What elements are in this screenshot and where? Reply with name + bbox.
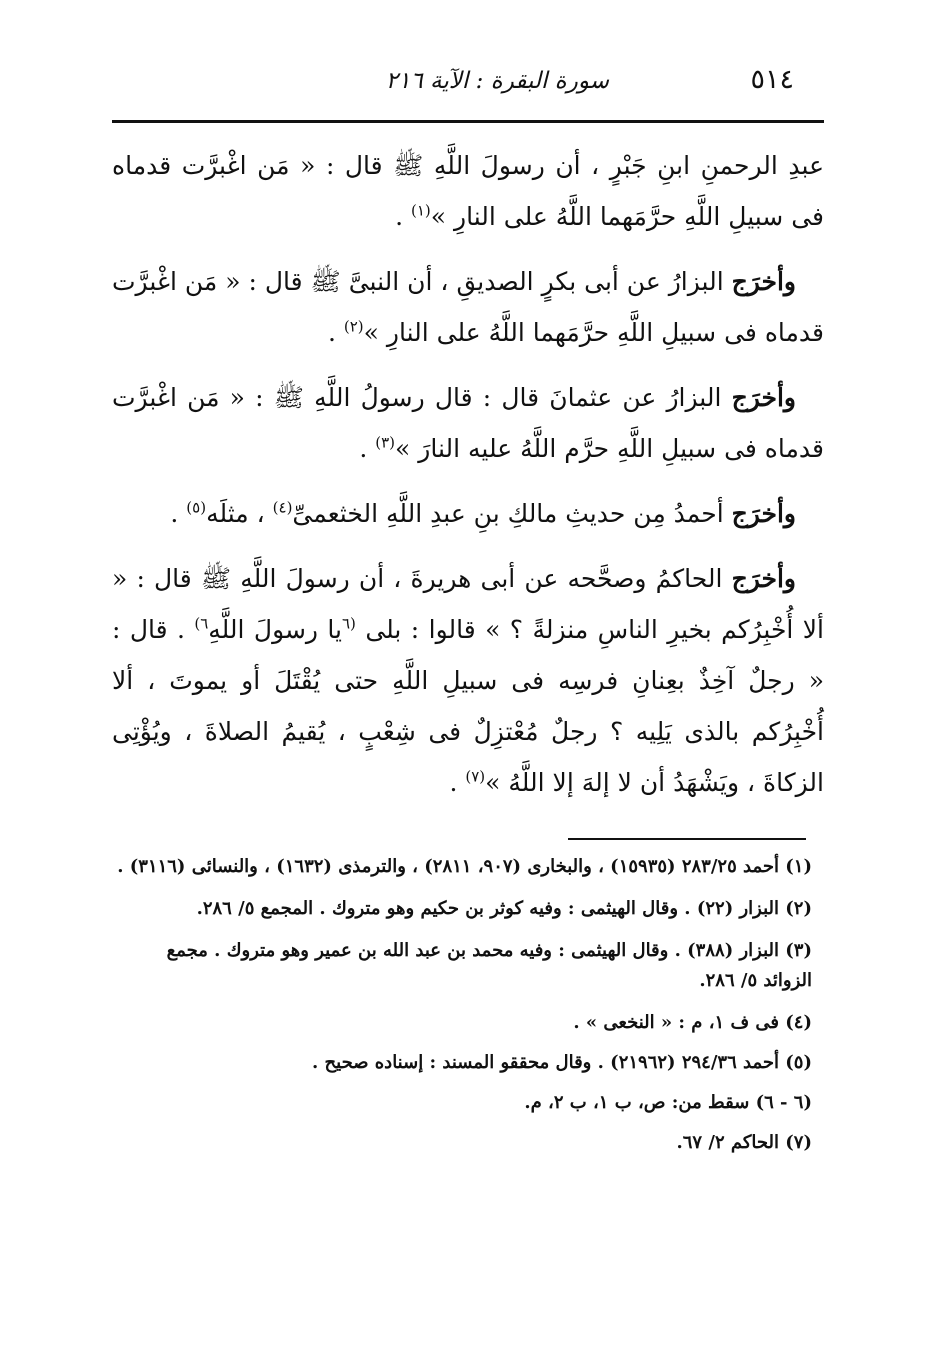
footnote-ref-6-close: ٦)	[194, 614, 209, 633]
paragraph-4	[112, 488, 824, 539]
page-number: ٥١٤	[750, 64, 794, 95]
paragraph-text: يا رسولَ اللَّهِ	[208, 615, 342, 644]
footnote-ref-2: (٢)	[343, 317, 364, 336]
paragraph-end: .	[170, 499, 187, 528]
paragraph-text: أحمدُ مِن حديثِ مالكِ بنِ عبدِ اللَّهِ الخثعمىِّ	[292, 499, 732, 528]
paragraph-2	[112, 256, 824, 358]
running-title: سورة البقرة : الآية ٢١٦	[385, 68, 609, 94]
paragraph-mid: ، مثلَه	[206, 499, 273, 528]
footnote-ref-4: (٤)	[272, 498, 293, 517]
paragraph-text: الحاكمُ وصحَّحه عن أبى هريرةَ ، أن رسولَ اللَّهِ ﷺ قال : « ألا أُخْبِرُكم بخيرِ الناسِ منزلةً ؟ » قالوا : بلى	[112, 564, 824, 644]
footnote-ref-1: (١)	[410, 201, 431, 220]
header-rule	[112, 120, 824, 123]
paragraph-3	[112, 372, 824, 474]
paragraph-1	[112, 140, 824, 242]
footnote-1: (١) أحمد ٢٨٣/٢٥ (١٥٩٣٥) ، والبخارى (٩٠٧، ٢٨١١) ، والترمذى (١٦٣٢) ، والنسائى (٣١١٦) .	[117, 856, 812, 877]
footnote-5: (٥) أحمد ٢٩٤/٣٦ (٢١٩٦٢) . وقال محققو المسند : إسناده صحيح .	[312, 1052, 812, 1073]
footnote-6: (٦ - ٦) سقط من: ص، ب ١، ب ٢، م.	[524, 1092, 812, 1113]
footnote-ref-6-open: (٦	[341, 614, 356, 633]
paragraph-end: .	[449, 768, 466, 797]
paragraph-text: البزارُ عن عثمانَ قال : قال رسولُ اللَّهِ ﷺ : « مَن اغْبرَّت قدماه فى سبيلِ اللَّهِ حرَّم اللَّهُ عليه النارَ »	[112, 383, 824, 463]
footnote-ref-3: (٣)	[375, 433, 396, 452]
footnote-7: (٧) الحاكم ٢/ ٦٧.	[676, 1132, 812, 1153]
lead-word: وأخرَج	[731, 499, 796, 528]
page-header	[112, 58, 824, 108]
footnote-4: (٤) فى ف ١، م : « النخعى » .	[573, 1012, 812, 1033]
lead-word: وأخرَج	[731, 564, 796, 593]
footnote-ref-7: (٧)	[465, 767, 486, 786]
paragraph-text: عبدِ الرحمنِ ابنِ جَبْرٍ ، أن رسولَ اللَّهِ ﷺ قال : « مَن اغْبرَّت قدماه فى سبيلِ اللَّهِ حرَّمَهما اللَّهُ على النارِ »	[112, 151, 824, 231]
paragraph-text: البزارُ عن أبى بكرٍ الصديقِ ، أن النبىَّ ﷺ قال : « مَن اغْبرَّت قدماه فى سبيلِ اللَّهِ حرَّمَهما اللَّهُ على النارِ »	[112, 267, 824, 347]
paragraph-end: .	[327, 318, 344, 347]
lead-word: وأخرَج	[731, 267, 796, 296]
footnote-3: (٣) البزار (٣٨٨) . وقال الهيثمى : وفيه محمد بن عبد الله بن عمير وهو متروك . مجمع الزوائد ٥/ ٢٨٦.	[166, 940, 812, 991]
main-text	[112, 140, 824, 808]
paragraph-5	[112, 553, 824, 808]
paragraph-end: .	[395, 202, 411, 231]
footnote-ref-5: (٥)	[186, 498, 207, 517]
paragraph-end: .	[359, 434, 376, 463]
paragraph-text: . قال : « رجلٌ آخِذٌ بعِنانِ فرسِه فى سبيلِ اللَّهِ حتى يُقْتَلَ أو يموتَ ، ألا أُخْبِرُكم بالذى يَلِيه ؟ رجلٌ مُعْتزِلٌ فى شِعْبٍ ، يُقيمُ الصلاةَ ، ويُؤْتِى الزكاةَ ، ويَشْهَدُ أن لا إلهَ إلا اللَّهُ »	[112, 615, 824, 797]
footnote-2: (٢) البزار (٢٢) . وقال الهيثمى : وفيه كوثر بن حكيم وهو متروك . المجمع ٥/ ٢٨٦.	[196, 898, 812, 919]
footnotes	[112, 852, 812, 1168]
footnote-separator	[568, 838, 806, 840]
lead-word: وأخرَج	[731, 383, 796, 412]
